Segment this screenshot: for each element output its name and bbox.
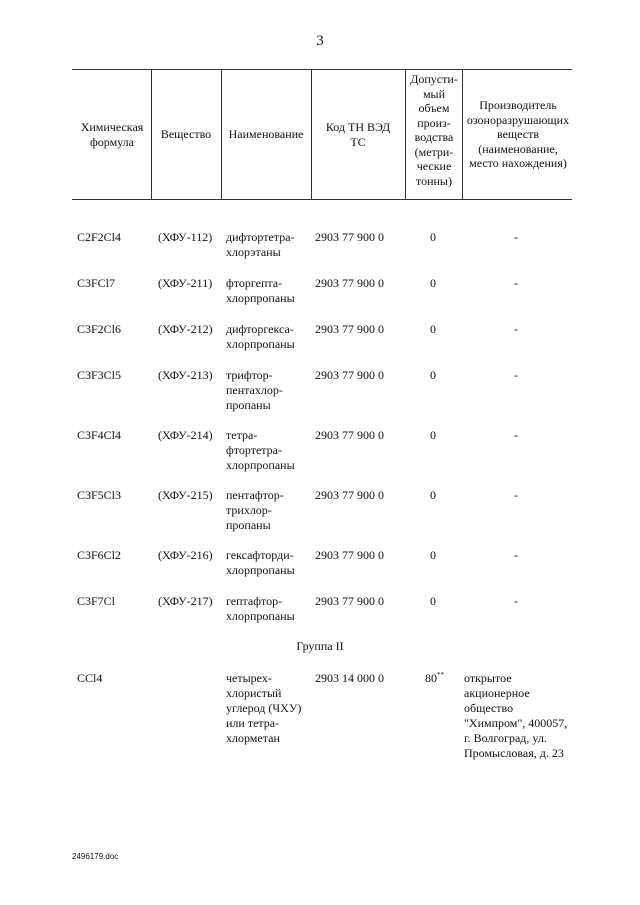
producer-cell: - bbox=[514, 276, 518, 290]
group-title: Группа II bbox=[296, 639, 344, 653]
formula-cell: C3F6Cl2 bbox=[77, 548, 122, 562]
header-top-rule bbox=[72, 69, 572, 70]
substance-cell: (ХФУ-213) bbox=[158, 368, 213, 382]
code-cell: 2903 77 900 0 bbox=[315, 368, 384, 382]
substance-cell: (ХФУ-112) bbox=[158, 230, 213, 244]
substance-cell: (ХФУ-217) bbox=[158, 594, 213, 608]
name-cell: тетра-фтортетра-хлорпропаны bbox=[226, 428, 295, 472]
substance-cell: (ХФУ-214) bbox=[158, 428, 213, 442]
volume-cell: 0 bbox=[430, 548, 436, 562]
header-formula: Химическая формула bbox=[80, 120, 144, 149]
name-cell: трифтор-пентахлор-пропаны bbox=[226, 368, 283, 412]
name-cell: гексафторди-хлорпропаны bbox=[226, 548, 295, 577]
formula-cell: C3F2Cl6 bbox=[77, 322, 122, 336]
producer-cell: - bbox=[514, 428, 518, 442]
name-cell: дифтортетра-хлорэтаны bbox=[226, 230, 295, 259]
code-cell: 2903 14 000 0 bbox=[315, 671, 384, 685]
producer-cell: - bbox=[514, 488, 518, 502]
formula-cell: CCl4 bbox=[77, 671, 103, 685]
volume-cell: 0 bbox=[430, 488, 436, 502]
header-volume: Допусти-мый объем произ-водства (метри-ческие тонны) bbox=[410, 72, 458, 188]
formula-cell: C3F7Cl bbox=[77, 594, 116, 608]
header-divider bbox=[311, 69, 312, 199]
producer-cell: - bbox=[514, 368, 518, 382]
volume-cell: 0 bbox=[430, 276, 436, 290]
code-cell: 2903 77 900 0 bbox=[315, 230, 384, 244]
page-number: 3 bbox=[316, 33, 324, 49]
formula-cell: C3F4Cl4 bbox=[77, 428, 122, 442]
producer-cell: - bbox=[514, 230, 518, 244]
header-producer: Производитель озоноразрушающих веществ (наименование, место нахождения) bbox=[466, 98, 570, 170]
formula-cell: C3F3Cl5 bbox=[77, 368, 122, 382]
producer-cell: открытое акционерное общество "Химпром", 400057, г. Волгоград, ул. Промысловая, д. 23 bbox=[464, 671, 568, 760]
substance-cell: (ХФУ-216) bbox=[158, 548, 213, 562]
name-cell: дифторгекса-хлорпропаны bbox=[226, 322, 295, 351]
producer-cell: - bbox=[514, 594, 518, 608]
volume-cell: 0 bbox=[430, 322, 436, 336]
name-cell: фторгепта-хлорпропаны bbox=[226, 276, 295, 305]
volume-cell: 0 bbox=[430, 368, 436, 382]
header-substance: Вещество bbox=[160, 127, 212, 141]
name-cell: гептафтор-хлорпропаны bbox=[226, 594, 295, 623]
volume-cell bbox=[425, 671, 444, 686]
header-name: Наименование bbox=[228, 127, 304, 141]
header-divider bbox=[405, 69, 406, 199]
code-cell: 2903 77 900 0 bbox=[315, 488, 384, 502]
substance-cell: (ХФУ-215) bbox=[158, 488, 213, 502]
header-code: Код ТН ВЭД ТС bbox=[325, 120, 391, 149]
formula-cell: C3F5Cl3 bbox=[77, 488, 122, 502]
substance-cell: (ХФУ-211) bbox=[158, 276, 213, 290]
footer-filename: 2496179.doc bbox=[72, 852, 119, 861]
volume-cell: 0 bbox=[430, 230, 436, 244]
code-cell: 2903 77 900 0 bbox=[315, 594, 384, 608]
producer-cell: - bbox=[514, 548, 518, 562]
name-cell: пентафтор-трихлор-пропаны bbox=[226, 488, 284, 532]
header-bottom-rule bbox=[72, 199, 572, 200]
formula-cell: C3FCl7 bbox=[77, 276, 116, 290]
code-cell: 2903 77 900 0 bbox=[315, 548, 384, 562]
volume-cell: 0 bbox=[430, 594, 436, 608]
substance-cell: (ХФУ-212) bbox=[158, 322, 213, 336]
formula-cell: C2F2Cl4 bbox=[77, 230, 122, 244]
code-cell: 2903 77 900 0 bbox=[315, 276, 384, 290]
volume-cell: 0 bbox=[430, 428, 436, 442]
volume-footnote-mark: ** bbox=[437, 671, 444, 679]
volume-value: 80 bbox=[425, 671, 437, 685]
code-cell: 2903 77 900 0 bbox=[315, 428, 384, 442]
producer-cell: - bbox=[514, 322, 518, 336]
code-cell: 2903 77 900 0 bbox=[315, 322, 384, 336]
name-cell: четырех-хлористый углерод (ЧХУ) или тетра-хлорметан bbox=[226, 671, 302, 745]
